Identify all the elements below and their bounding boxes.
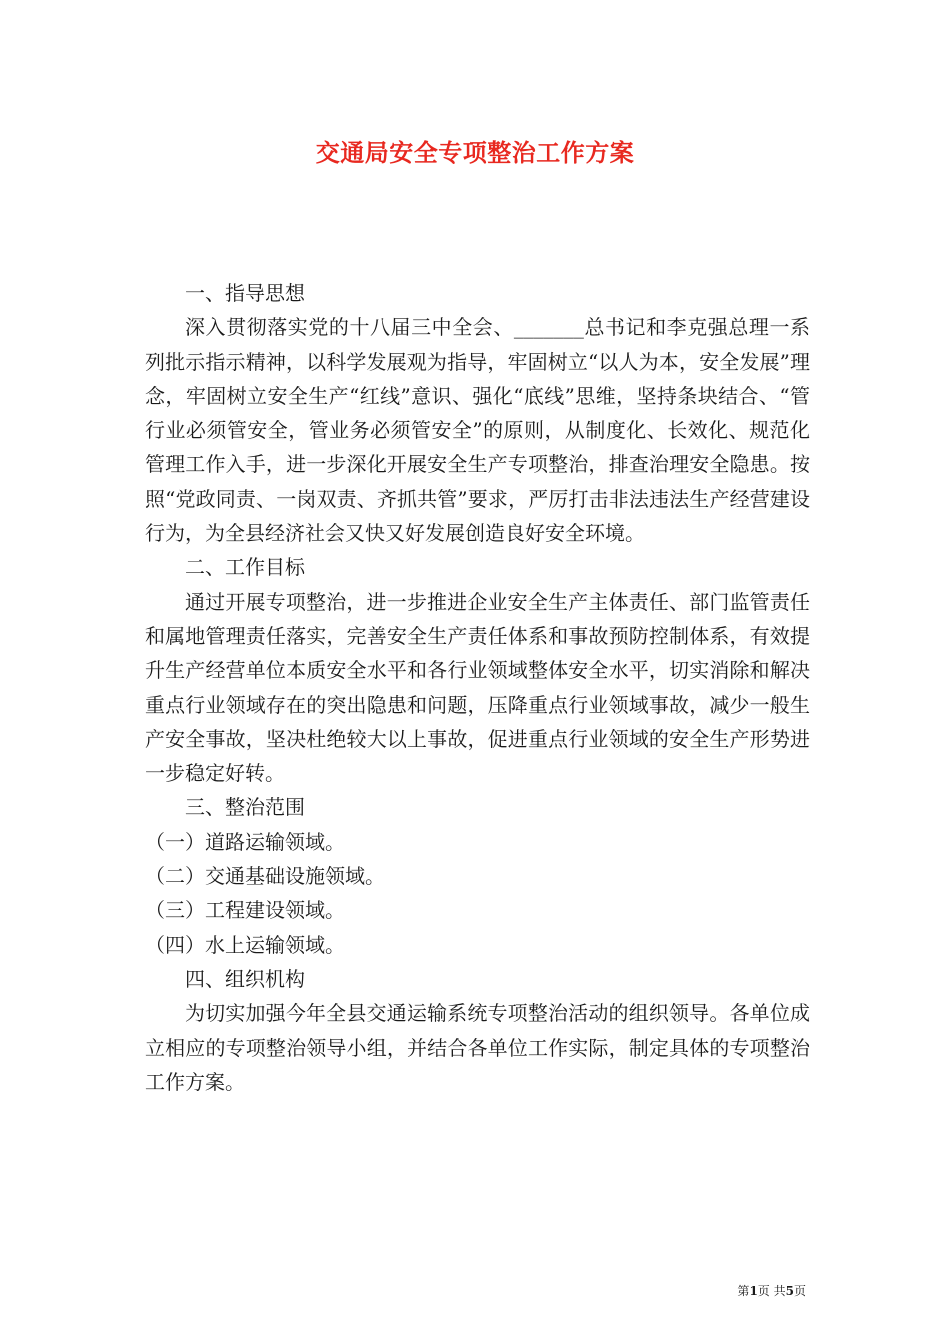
paragraph-work-goals: 通过开展专项整治，进一步推进企业安全生产主体责任、部门监管责任和属地管理责任落实，完善安全生产责任体系和事故预防控制体系，有效提升生产经营单位本质安全水平和各行业领域整体安全水平，切实消除和解决重点行业领域存在的突出隐患和问题，压降重点行业领域事故，减少一般生产安全事故，坚决杜绝较大以上事故，促进重点行业领域的安全生产形势进一步稳定好转。 [145,589,810,786]
scope-item-infrastructure: （二）交通基础设施领域。 [145,864,385,889]
footer-middle: 页 共 [757,1284,786,1298]
section-heading-scope: 三、整治范围 [185,795,305,820]
footer-current-page: 1 [749,1284,758,1298]
page-number-footer [737,1282,806,1299]
document-body [145,276,810,1099]
scope-item-waterway: （四）水上运输领域。 [145,932,345,957]
paragraph-organization: 为切实加强今年全县交通运输系统专项整治活动的组织领导。各单位成立相应的专项整治领导小组，并结合各单位工作实际，制定具体的专项整治工作方案。 [145,1001,810,1094]
footer-prefix: 第 [737,1284,750,1298]
footer-total-pages: 5 [785,1284,794,1298]
section-heading-work-goals: 二、工作目标 [185,555,305,580]
footer-suffix: 页 [793,1284,806,1298]
scope-item-engineering: （三）工程建设领域。 [145,898,345,923]
section-heading-organization: 四、组织机构 [185,966,305,991]
document-title: 交通局安全专项整治工作方案 [315,138,635,167]
paragraph-guiding-ideology: 深入贯彻落实党的十八届三中全会、_______总书记和李克强总理一系列批示指示精神，以科学发展观为指导，牢固树立“以人为本，安全发展”理念，牢固树立安全生产“红线”意识、强化“底线”思维，坚持条块结合、“管行业必须管安全，管业务必须管安全”的原则，从制度化、长效化、规范化管理工作入手，进一步深化开展安全生产专项整治，排查治理安全隐患。按照“党政同责、一岗双责、齐抓共管”要求，严厉打击非法违法生产经营建设行为，为全县经济社会又快又好发展创造良好安全环境。 [145,315,810,546]
section-heading-guiding-ideology: 一、指导思想 [185,281,305,305]
scope-item-road-transport: （一）道路运输领域。 [145,829,345,854]
